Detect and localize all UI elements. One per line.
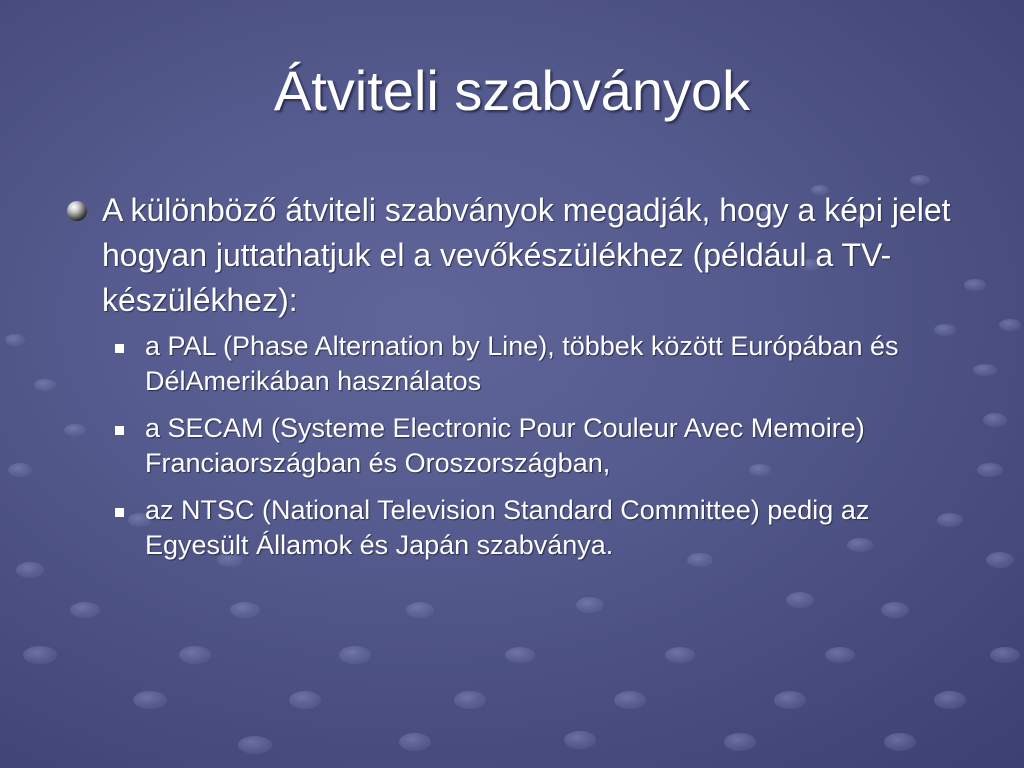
square-bullet-icon	[115, 426, 124, 435]
slide-title: Átviteli szabványok	[273, 59, 751, 122]
sub-bullet-text: a SECAM (Systeme Electronic Pour Couleur Avec Memoire) Franciaországban és Oroszországban,	[145, 413, 865, 478]
bullet-text: A különböző átviteli szabványok megadják, hogy a képi jelet hogyan juttathatjuk el a vevőkészülékhez (például a TV-készülékhez):	[102, 192, 951, 318]
sub-bullet-item-ntsc	[145, 493, 935, 563]
slide-content	[64, 188, 974, 575]
sub-bullet-item-secam	[145, 411, 935, 481]
square-bullet-icon	[115, 344, 124, 353]
sphere-bullet-icon	[66, 200, 88, 222]
bullet-item	[64, 188, 974, 323]
sub-bullet-text: az NTSC (National Television Standard Committee) pedig az Egyesült Államok és Japán szabványa.	[145, 495, 870, 560]
sub-bullet-item-pal	[145, 329, 935, 399]
square-bullet-icon	[115, 508, 124, 517]
sub-bullet-text: a PAL (Phase Alternation by Line), többek között Európában és DélAmerikában használatos	[145, 331, 899, 396]
